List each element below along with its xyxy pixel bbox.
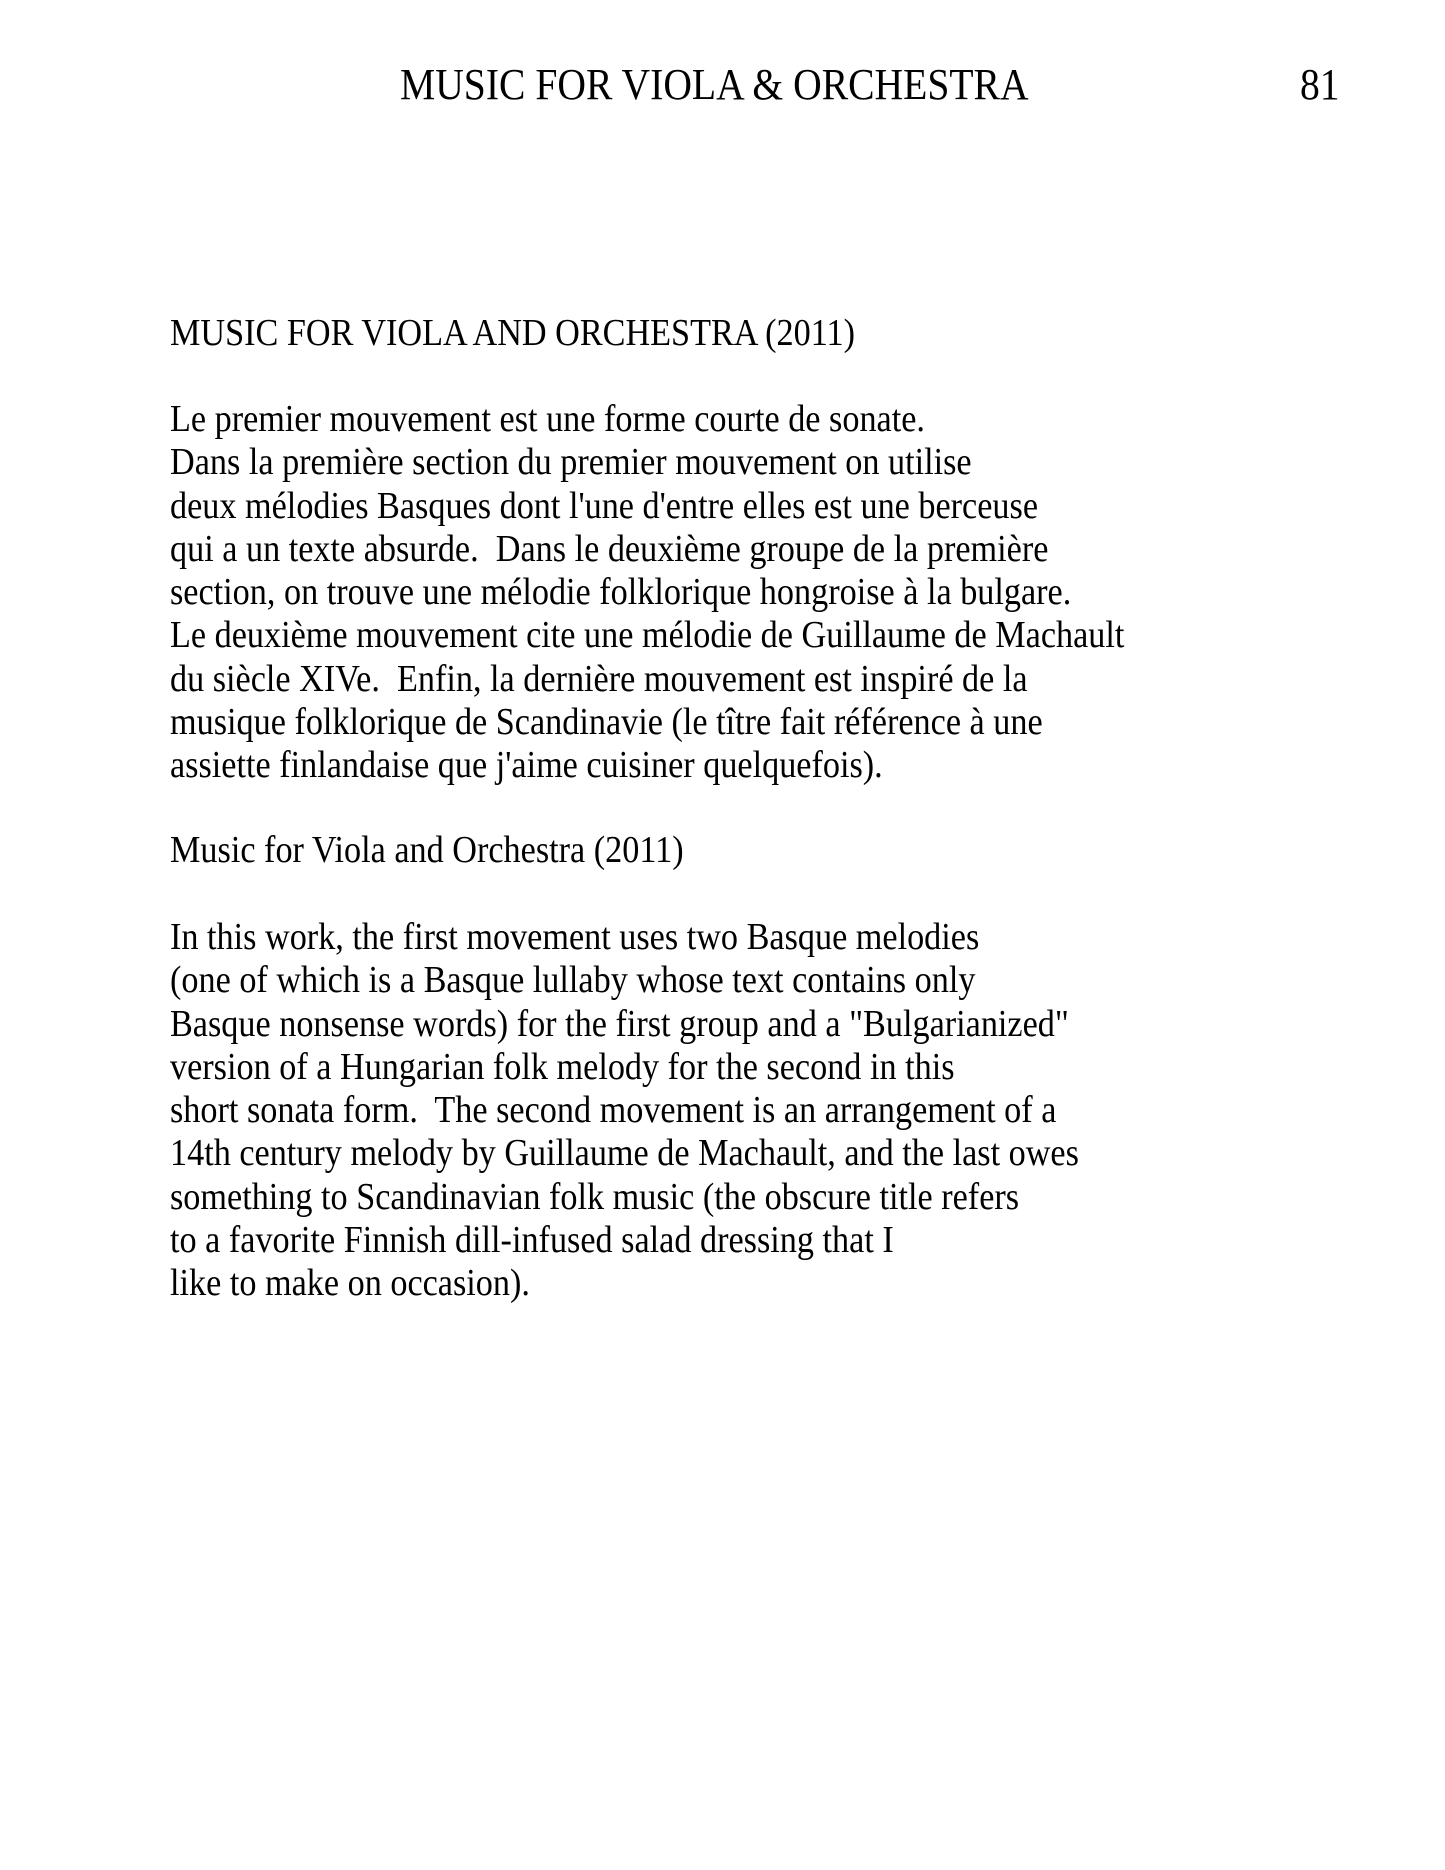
text-line: version of a Hungarian folk melody for the second in this — [170, 1045, 955, 1088]
french-paragraph — [170, 398, 1124, 788]
text-line: section, on trouve une mélodie folklorique hongroise à la bulgare. — [170, 571, 1072, 614]
text-line: something to Scandinavian folk music (the obscure title refers — [170, 1175, 1020, 1218]
text-line: short sonata form. The second movement is an arrangement of a — [170, 1089, 1057, 1132]
text-line: Le premier mouvement est une forme courte de sonate. — [170, 398, 925, 440]
text-line: like to make on occasion). — [170, 1262, 530, 1305]
page-number: 81 — [1300, 60, 1340, 109]
text-line: deux mélodies Basques dont l'une d'entre elles est une berceuse — [170, 484, 1039, 527]
text-line: In this work, the first movement uses two Basque melodies — [170, 916, 980, 958]
text-line: to a favorite Finnish dill-infused salad dressing that I — [170, 1219, 894, 1262]
text-line: assiette finlandaise que j'aime cuisiner quelquefois). — [170, 744, 883, 787]
running-header: MUSIC FOR VIOLA & ORCHESTRA — [400, 60, 1029, 109]
text-line: (one of which is a Basque lullaby whose text contains only — [170, 959, 976, 1002]
text-line: Dans la première section du premier mouvement on utilise — [170, 441, 972, 484]
text-line: Basque nonsense words) for the first group and a "Bulgarianized" — [170, 1002, 1069, 1045]
text-line: du siècle XIVe. Enfin, la dernière mouvement est inspiré de la — [170, 657, 1028, 700]
text-line: musique folklorique de Scandinavie (le tître fait référence à une — [170, 701, 1043, 744]
text-line: 14th century melody by Guillaume de Machault, and the last owes — [170, 1132, 1079, 1175]
text-line: Le deuxième mouvement cite une mélodie de Guillaume de Machault — [170, 614, 1125, 657]
french-title: MUSIC FOR VIOLA AND ORCHESTRA (2011) — [170, 312, 856, 354]
english-title: Music for Viola and Orchestra (2011) — [170, 829, 684, 871]
text-line: qui a un texte absurde. Dans le deuxième groupe de la première — [170, 527, 1049, 570]
english-paragraph — [170, 916, 1079, 1306]
